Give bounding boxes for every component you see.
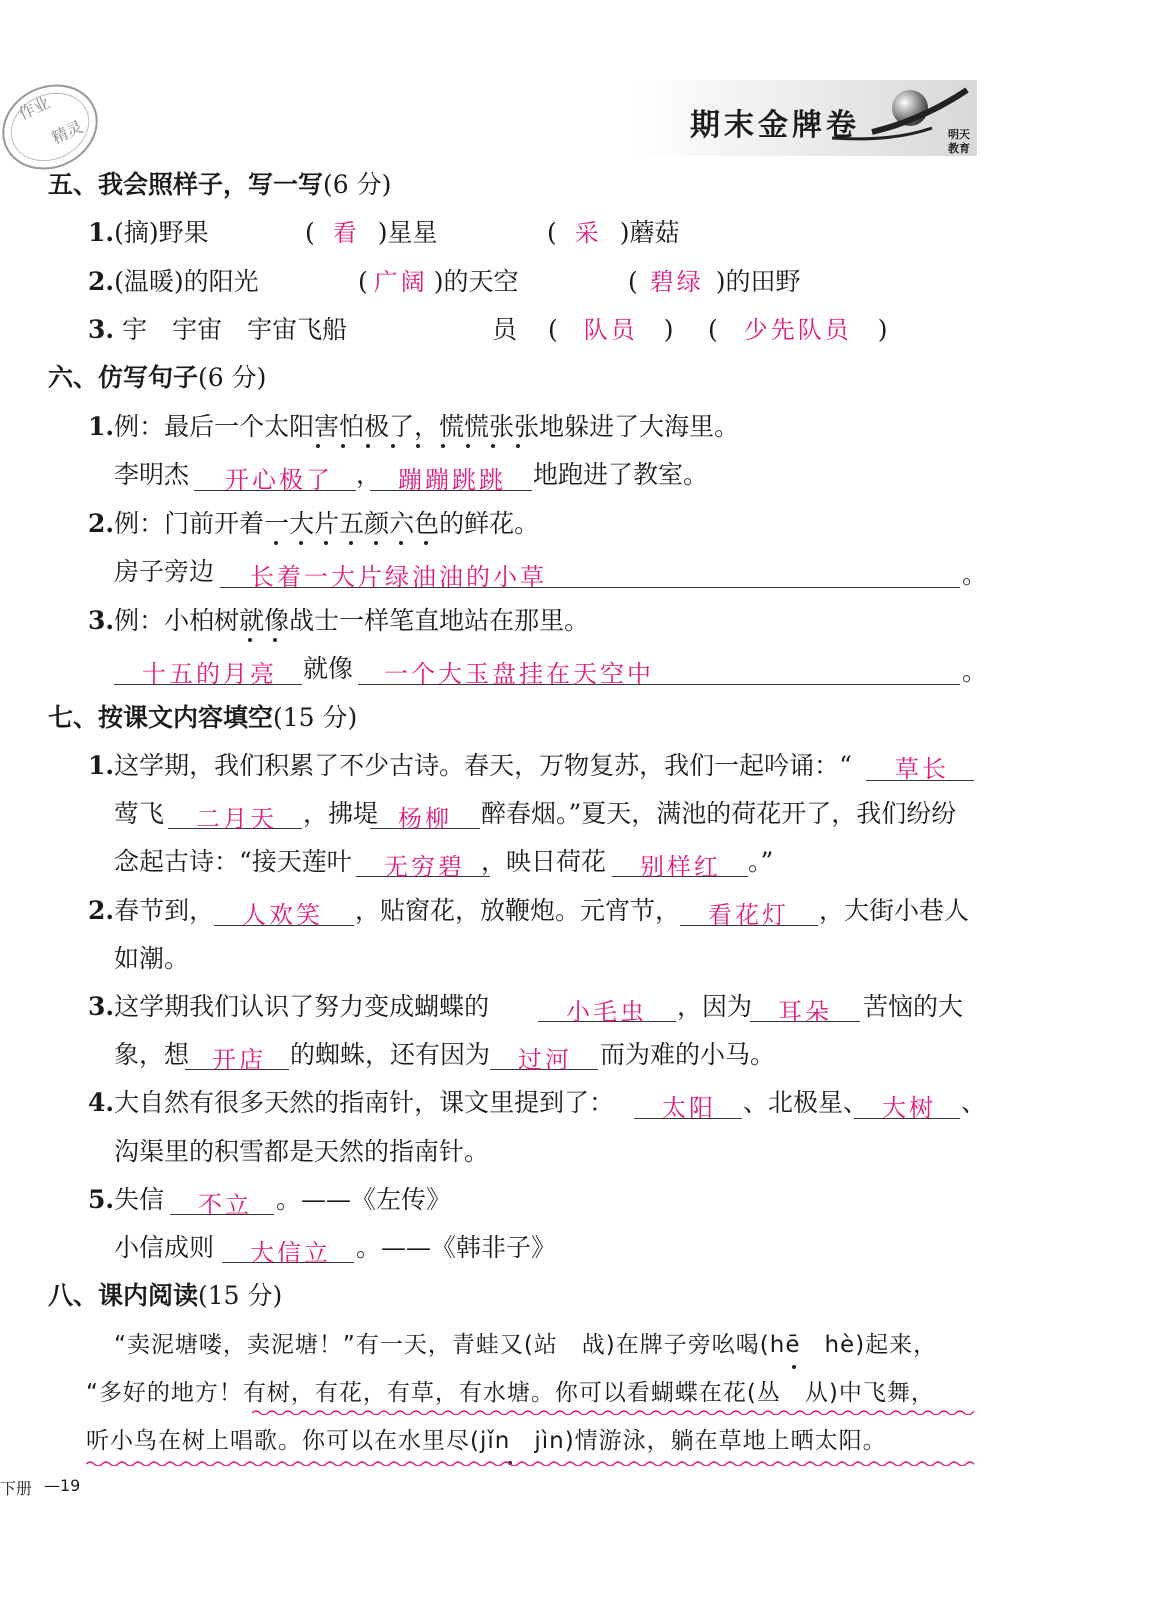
paren-open: ( <box>547 218 557 247</box>
s7-q3-ans2: 耳朵 <box>778 998 832 1026</box>
stamp-logo <box>0 72 110 182</box>
s5-q2-item2 <box>358 267 519 297</box>
wavy-underline <box>252 1409 974 1415</box>
s7-q1-l3c: 。” <box>748 847 774 876</box>
answer-text: 看 <box>332 219 360 247</box>
s6-q2-end: 。 <box>962 560 988 589</box>
emphasis-dots <box>316 444 546 450</box>
section7-points: (15 分) <box>273 703 358 732</box>
section6-heading <box>48 363 266 393</box>
question-number: 5. <box>88 1185 115 1214</box>
section7-heading-text: 七、按课文内容填空 <box>48 703 274 732</box>
s6-q1-suffix: 地跑进了教室。 <box>533 460 709 489</box>
s7-q5-ans2: 大信立 <box>250 1239 331 1267</box>
section8-points: (15 分) <box>198 1281 283 1310</box>
s5-q1 <box>88 218 209 248</box>
s7-q4-d: 沟渠里的积雪都是天然的指南针。 <box>114 1137 490 1166</box>
s6-q3-ans2: 一个大玉盘挂在天空中 <box>384 660 654 688</box>
s7-q1-ans5: 别样红 <box>640 853 721 881</box>
s6-q1-comma: ， <box>356 460 382 489</box>
svg-text:作业: 作业 <box>15 92 53 124</box>
section5-points: (6 分) <box>323 170 392 199</box>
s7-q2-c: ，大街小巷人 <box>819 896 970 925</box>
s7-q4-ans2: 大树 <box>882 1094 936 1122</box>
section8-heading <box>48 1281 282 1311</box>
s6-q3-mid: 就像 <box>303 654 354 683</box>
s7-q3-ans3: 开店 <box>212 1046 266 1074</box>
s6-q3-example <box>88 606 589 636</box>
s6-q1-example <box>88 412 739 442</box>
question-text: 失信 <box>114 1185 165 1214</box>
paren-open: ( <box>305 218 315 247</box>
section7-heading <box>48 703 357 733</box>
s7-q3-b: ，因为 <box>677 992 753 1021</box>
s5-q3-ans2-paren: ( 少先队员 ) <box>708 315 888 344</box>
s6-q2-example <box>88 509 539 539</box>
s7-q4-b: 、北极星、 <box>743 1088 869 1117</box>
s7-q1-ans2: 二月天 <box>196 805 277 833</box>
example-text: 宇 宇宙 宇宙飞船 <box>122 315 348 344</box>
question-text: 春节到， <box>114 896 215 925</box>
emphasis-dots <box>248 638 288 644</box>
s7-q3-ans1: 小毛虫 <box>566 998 647 1026</box>
question-number: 4. <box>88 1088 115 1117</box>
s7-q5-c: 小信成则 <box>114 1233 215 1262</box>
s7-q1-ans1: 草长 <box>895 755 949 783</box>
s6-q3-ans1: 十五的月亮 <box>142 660 277 688</box>
item-text: )的田野 <box>715 267 801 296</box>
question-number: 1. <box>88 751 115 780</box>
s7-q1-ans3: 杨柳 <box>398 805 452 833</box>
question-number: 2. <box>88 509 115 538</box>
paren-open: ( <box>628 267 638 296</box>
answer-text: 少先队员 <box>743 316 852 344</box>
s6-q1-ans2: 蹦蹦跳跳 <box>398 466 506 494</box>
question-text: 大自然有很多天然的指南针，课文里提到了： <box>114 1088 615 1117</box>
s7-q2-ans1: 人欢笑 <box>242 901 323 929</box>
s7-q3-e: 的蜘蛛，还有因为 <box>290 1040 491 1069</box>
page-number: —19 <box>44 1476 81 1495</box>
s5-q3-ans1-paren: ( 队员 ) <box>548 315 674 344</box>
s7-q3-ans4: 过河 <box>518 1046 572 1074</box>
question-text: 这学期，我们积累了不少古诗。春天，万物复苏，我们一起吟诵：“ <box>114 751 852 780</box>
answer-text: 队员 <box>583 316 638 344</box>
s7-q2-ans2: 看花灯 <box>708 901 789 929</box>
s7-q1-l2a: 莺飞 <box>114 799 165 828</box>
s8-para-line3: 听小鸟在树上唱歌。你可以在水里尽(jǐn jìn)情游泳，躺在草地上晒太阳。 <box>86 1428 887 1454</box>
example-text: (摘)野果 <box>114 218 209 247</box>
question-number: 3. <box>88 315 115 344</box>
example-text: 例：门前开着一大片五颜六色的鲜花。 <box>114 509 540 538</box>
s7-q1-l2c: 醉春烟。”夏天，满池的荷花开了，我们纷纷 <box>481 799 957 828</box>
s6-q3-end: 。 <box>962 657 988 686</box>
example-text: (温暖)的阳光 <box>114 267 259 296</box>
brand-line-2: 教育 <box>948 142 970 155</box>
s5-q3-word: 员 <box>492 315 518 344</box>
answer-text: 采 <box>574 219 602 247</box>
s7-q1-ans4: 无穷碧 <box>384 853 465 881</box>
s5-q2 <box>88 267 259 297</box>
s6-q2-ans: 长着一大片绿油油的小草 <box>250 563 547 591</box>
s7-q3-a <box>88 992 489 1022</box>
s7-q4-ans1: 太阳 <box>662 1094 716 1122</box>
s7-q2-d: 如潮。 <box>114 944 190 973</box>
item-text: )的天空 <box>433 267 519 296</box>
s7-q2-b: ，贴窗花，放鞭炮。元宵节， <box>355 896 681 925</box>
question-number: 2. <box>88 896 115 925</box>
s6-q2-prefix: 房子旁边 <box>114 557 215 586</box>
question-number: 2. <box>88 267 115 296</box>
section8-heading-text: 八、课内阅读 <box>48 1281 199 1310</box>
wavy-underline <box>86 1460 974 1466</box>
s7-q5-b: 。——《左传》 <box>276 1185 452 1214</box>
s7-q4-c: 、 <box>961 1088 987 1117</box>
s5-q1-item3 <box>547 218 680 248</box>
s7-q3-f: 而为难的小马。 <box>600 1040 776 1069</box>
section5-heading <box>48 170 391 200</box>
question-number: 1. <box>88 218 115 247</box>
svg-text:精灵: 精灵 <box>48 116 86 148</box>
s8-para-line2 <box>86 1378 935 1408</box>
s8-para-line1: “卖泥塘喽，卖泥塘！”有一天，青蛙又(站 战)在牌子旁吆喝(hē hè)起来， <box>114 1332 938 1358</box>
footer-volume: 下册 <box>0 1479 33 1498</box>
s6-q1-prefix: 李明杰 <box>114 460 190 489</box>
s7-q5-ans1: 不立 <box>198 1191 252 1219</box>
item-text: )蘑菇 <box>619 218 680 247</box>
emphasis-dots <box>274 541 434 547</box>
s7-q3-c: 苦恼的大 <box>863 992 964 1021</box>
s7-q1-l2b: ，拂堤 <box>303 799 379 828</box>
emphasis-dot <box>792 1365 802 1371</box>
example-text: 例：小柏树就像战士一样笔直地站在那里。 <box>114 606 590 635</box>
header-title: 期末金牌卷 <box>690 108 860 143</box>
reading-text: “多好的地方！ <box>86 1380 243 1406</box>
s6-q1-ans1: 开心极了 <box>225 466 333 494</box>
answer-text: 碧绿 <box>649 268 704 296</box>
brand-line-1: 明天 <box>948 128 970 141</box>
paren-open: ( <box>358 267 368 296</box>
s7-q2-a <box>88 896 214 926</box>
s7-q1-l3b: ，映日荷花 <box>481 847 607 876</box>
example-text: 例：最后一个太阳害怕极了，慌慌张张地躲进了大海里。 <box>114 412 740 441</box>
item-text: )星星 <box>377 218 438 247</box>
answer-text: 广阔 <box>373 268 428 296</box>
section6-points: (6 分) <box>198 363 267 392</box>
s7-q3-d: 象，想 <box>114 1040 190 1069</box>
s7-q4-a <box>88 1088 614 1118</box>
section5-heading-text: 五、我会照样子，写一写 <box>48 170 324 199</box>
question-number: 3. <box>88 606 115 635</box>
question-number: 3. <box>88 992 115 1021</box>
s5-q2-item3 <box>628 267 801 297</box>
s5-q1-item2 <box>305 218 438 248</box>
reading-text-underlined: 有树，有花，有草，有水塘。你可以看蝴蝶在花(丛 从)中飞舞， <box>242 1380 935 1406</box>
s7-q5-a <box>88 1185 164 1215</box>
s7-q5-d: 。——《韩非子》 <box>356 1233 557 1262</box>
question-text: 这学期我们认识了努力变成蝴蝶的 <box>114 992 490 1021</box>
s7-q1-l3a: 念起古诗：“接天莲叶 <box>114 847 352 876</box>
s7-q1-line1 <box>88 751 852 781</box>
section6-heading-text: 六、仿写句子 <box>48 363 199 392</box>
question-number: 1. <box>88 412 115 441</box>
s5-q3 <box>88 315 347 345</box>
